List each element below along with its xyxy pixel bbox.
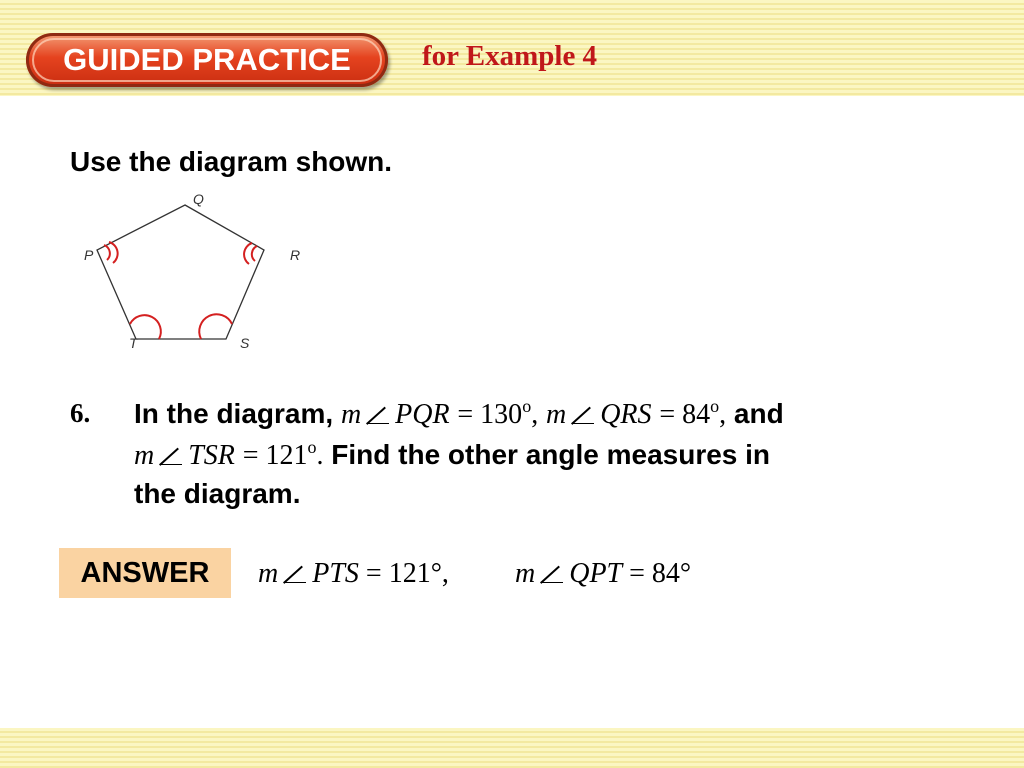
vertex-label-s: S xyxy=(240,335,250,351)
exercise-line-2 xyxy=(134,437,770,472)
answer-box xyxy=(59,548,231,598)
degree-mark-3: o xyxy=(307,437,317,457)
measure-m-3: m xyxy=(134,440,155,471)
angle-symbol-icon xyxy=(541,565,565,583)
measure-m-1: m xyxy=(340,399,362,430)
answer-angle1-value: = 121°, xyxy=(365,558,449,589)
angle3-name: TSR xyxy=(188,440,235,471)
and-text: and xyxy=(733,398,784,429)
angle-symbol-icon xyxy=(367,406,391,424)
angle-symbol-icon xyxy=(160,447,184,465)
exercise-line-3: the diagram. xyxy=(134,478,301,509)
guided-practice-badge xyxy=(26,33,388,87)
angle-arc-r-inner xyxy=(252,246,257,261)
angle1-name: PQR xyxy=(395,399,450,430)
intro-text: Use the diagram shown. xyxy=(70,146,393,177)
degree-mark-1: o xyxy=(522,396,532,416)
find-text: Find the other angle measures in xyxy=(331,439,771,470)
footer-band xyxy=(0,728,1024,768)
pentagon-outline xyxy=(97,205,264,339)
angle-symbol-icon xyxy=(284,565,308,583)
vertex-label-q: Q xyxy=(193,191,204,207)
comma-1: , xyxy=(531,399,539,430)
vertex-label-p: P xyxy=(84,247,94,263)
answer-angle1-name: PTS xyxy=(312,558,359,589)
exercise-prefix: In the diagram, xyxy=(134,398,334,429)
angle1-value: = 130 xyxy=(457,399,523,430)
angle2-value: = 84 xyxy=(659,399,711,430)
vertex-label-r: R xyxy=(290,247,301,263)
answer-angle2-name: QPT xyxy=(569,558,623,589)
answer-m-1: m xyxy=(258,558,279,589)
pentagon-svg xyxy=(72,188,301,360)
angle-arc-p-inner xyxy=(104,245,110,260)
angle2-name: QRS xyxy=(600,399,652,430)
comma-2: , xyxy=(719,399,727,430)
answer-part-1 xyxy=(258,558,449,590)
measure-m-2: m xyxy=(545,399,567,430)
degree-mark-2: o xyxy=(710,396,720,416)
guided-practice-label: GUIDED PRACTICE xyxy=(63,42,351,77)
answer-m-2: m xyxy=(515,558,536,589)
answer-angle2-value: = 84° xyxy=(629,558,692,589)
angle-symbol-icon xyxy=(572,406,596,424)
vertex-label-t: T xyxy=(129,335,138,351)
example-reference: for Example 4 xyxy=(422,40,598,72)
angle-arc-r-outer xyxy=(244,243,252,264)
answer-label: ANSWER xyxy=(80,557,210,589)
exercise-number: 6. xyxy=(70,398,91,428)
answer-part-2 xyxy=(515,558,691,590)
angle3-value: = 121 xyxy=(242,440,308,471)
pentagon-diagram xyxy=(72,188,301,365)
period: . xyxy=(316,440,324,471)
exercise-line-1 xyxy=(134,396,784,431)
